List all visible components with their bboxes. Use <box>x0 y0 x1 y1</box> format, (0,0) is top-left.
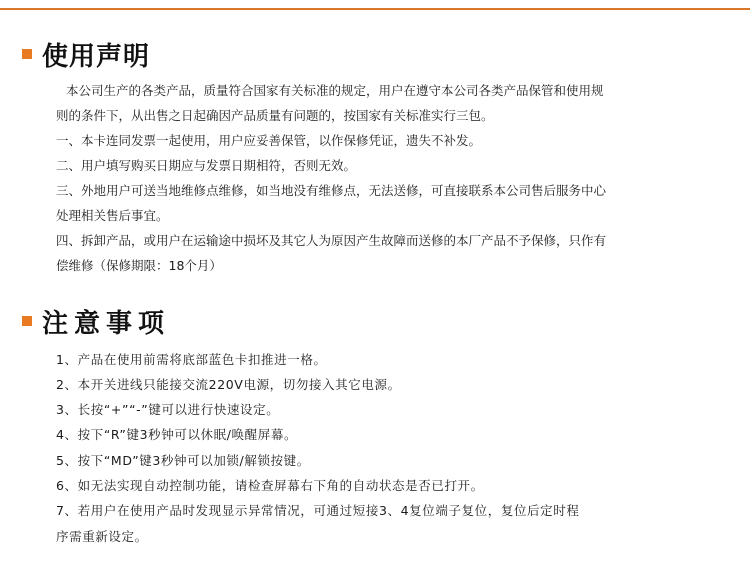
notice-heading <box>22 304 170 338</box>
usage-declaration-heading <box>22 37 150 71</box>
intro-line-2: 则的条件下，从出售之日起确因产品质量有问题的，按国家有关标准实行三包。 <box>56 108 494 123</box>
notice-item: 7、若用户在使用产品时发现显示异常情况，可通过短接3、4复位端子复位，复位后定时程 <box>56 503 580 518</box>
declaration-item: 处理相关售后事宜。 <box>56 208 169 223</box>
square-bullet-icon <box>22 49 32 59</box>
declaration-item: 四、拆卸产品，或用户在运输途中损坏及其它人为原因产生故障而送修的本厂产品不予保修，只作有 <box>56 233 607 248</box>
intro-line-1: 本公司生产的各类产品，质量符合国家有关标准的规定，用户在遵守本公司各类产品保管和使用规 <box>66 83 604 98</box>
declaration-item: 偿维修（保修期限：18个月） <box>56 258 222 273</box>
notice-item: 4、按下“R”键3秒钟可以休眠/唤醒屏幕。 <box>56 427 298 442</box>
section-title: 注意事项 <box>42 308 171 339</box>
notice-item: 2、本开关进线只能接交流220V电源，切勿接入其它电源。 <box>56 377 401 392</box>
notice-item: 5、按下“MD”键3秒钟可以加锁/解锁按键。 <box>56 453 310 468</box>
notice-item: 6、如无法实现自动控制功能，请检查屏幕右下角的自动状态是否已打开。 <box>56 478 484 493</box>
declaration-item: 三、外地用户可送当地维修点维修，如当地没有维修点，无法送修，可直接联系本公司售后服务中心 <box>56 183 607 198</box>
notice-item: 1、产品在使用前需将底部蓝色卡扣推进一格。 <box>56 352 327 367</box>
top-divider <box>0 8 750 10</box>
notice-item: 序需重新设定。 <box>56 529 148 544</box>
declaration-item: 一、本卡连同发票一起使用，用户应妥善保管，以作保修凭证，遗失不补发。 <box>56 133 482 148</box>
notice-item: 3、长按“+”“-”键可以进行快速设定。 <box>56 402 280 417</box>
declaration-item: 二、用户填写购买日期应与发票日期相符，否则无效。 <box>56 158 357 173</box>
section-title: 使用声明 <box>42 41 151 72</box>
square-bullet-icon <box>22 316 32 326</box>
